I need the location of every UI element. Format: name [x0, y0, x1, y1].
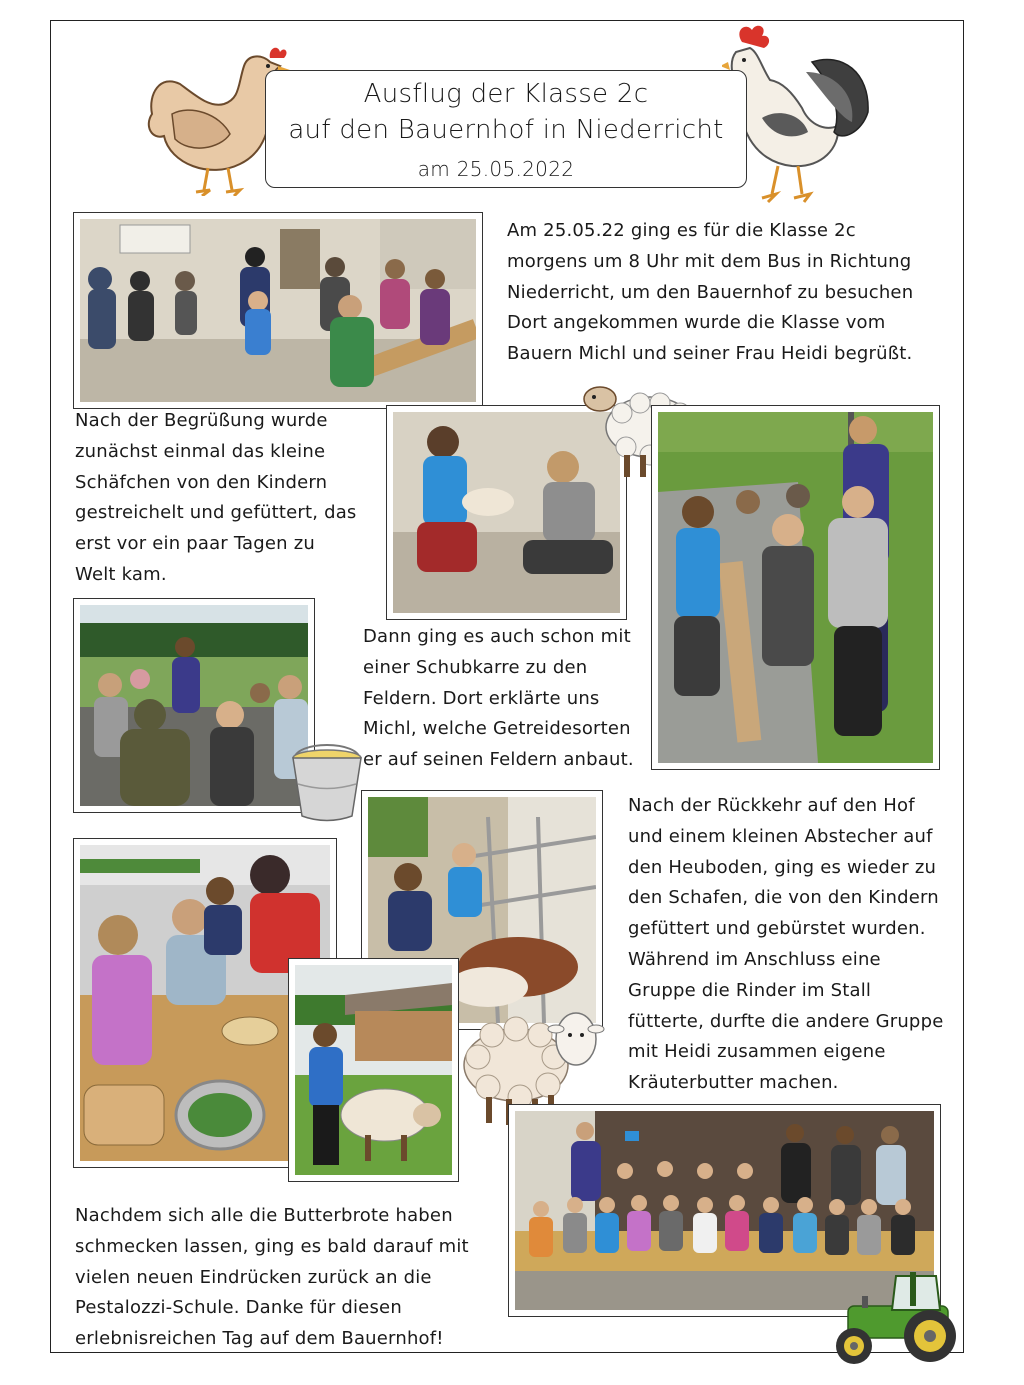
- return-line-2: und einem kleinen Abstecher auf: [628, 825, 933, 847]
- lamb-line-6: Welt kam.: [75, 563, 167, 585]
- intro-line-1: Am 25.05.22 ging es für die Klasse 2c: [507, 220, 856, 241]
- wheelbarrow-line-1: Dann ging es auch schon mit: [363, 626, 631, 647]
- wheelbarrow-line-3: Feldern. Dort erklärte uns: [363, 687, 600, 709]
- lamb-line-1: Nach der Begrüßung wurde: [75, 410, 328, 431]
- return-line-3: den Heuboden, ging es wieder zu: [628, 856, 937, 878]
- closing-line-5: erlebnisreichen Tag auf dem Bauernhof!: [75, 1328, 444, 1350]
- return-line-10: Kräuterbutter machen.: [628, 1072, 839, 1094]
- closing-line-3: vielen neuen Eindrücken zurück an die: [75, 1266, 432, 1288]
- return-line-7: Gruppe die Rinder im Stall: [628, 979, 872, 1001]
- return-line-6: Während im Anschluss eine: [628, 948, 881, 970]
- intro-line-2: morgens um 8 Uhr mit dem Bus in Richtung: [507, 250, 912, 272]
- closing-line-4: Pestalozzi-Schule. Danke für diesen: [75, 1297, 402, 1319]
- lamb-line-4: gestreichelt und gefüttert, das: [75, 502, 357, 524]
- page-title: Ausflug der Klasse 2c: [363, 79, 649, 109]
- return-line-1: Nach der Rückkehr auf den Hof: [628, 795, 915, 816]
- return-line-8: fütterte, durfte die andere Gruppe: [628, 1010, 944, 1032]
- photo-barn-greeting: [73, 212, 483, 409]
- wheelbarrow-paragraph: [363, 622, 648, 776]
- intro-line-4: Dort angekommen wurde die Klasse vom: [507, 312, 886, 334]
- lamb-line-2: zunächst einmal das kleine: [75, 440, 326, 462]
- intro-line-3: Niederricht, um den Bauernhof zu besuchen: [507, 281, 914, 303]
- wheelbarrow-line-4: Michl, welche Getreidesorten: [363, 718, 631, 740]
- photo-sheep-brushing: [288, 958, 459, 1182]
- lamb-line-5: erst vor ein paar Tagen zu: [75, 533, 315, 555]
- wheelbarrow-line-2: einer Schubkarre zu den: [363, 656, 588, 678]
- closing-paragraph: [75, 1201, 505, 1355]
- wheelbarrow-line-5: er auf seinen Feldern anbaut.: [363, 749, 634, 771]
- intro-line-5: Bauern Michl und seiner Frau Heidi begrüßt.: [507, 343, 913, 365]
- photo-field-path: [651, 405, 940, 770]
- closing-line-2: schmecken lassen, ging es bald darauf mit: [75, 1235, 469, 1257]
- closing-line-1: Nachdem sich alle die Butterbrote haben: [75, 1205, 453, 1226]
- lamb-line-3: Schäfchen von den Kindern: [75, 471, 328, 493]
- title-banner: [265, 70, 747, 188]
- return-paragraph: [628, 791, 958, 1099]
- intro-paragraph: [507, 216, 947, 370]
- return-line-9: mit Heidi zusammen eigene: [628, 1041, 886, 1063]
- return-line-4: den Schafen, die von den Kindern: [628, 887, 939, 909]
- page-date: am 25.05.2022: [417, 157, 575, 181]
- bucket-clipart: [288, 738, 366, 822]
- page-subtitle: auf den Bauernhof in Niederricht: [288, 115, 724, 145]
- return-line-5: gefüttert und gebürstet wurden.: [628, 918, 926, 940]
- tractor-clipart: [818, 1270, 966, 1366]
- photo-field-group: [73, 598, 315, 813]
- lamb-paragraph: [75, 406, 375, 591]
